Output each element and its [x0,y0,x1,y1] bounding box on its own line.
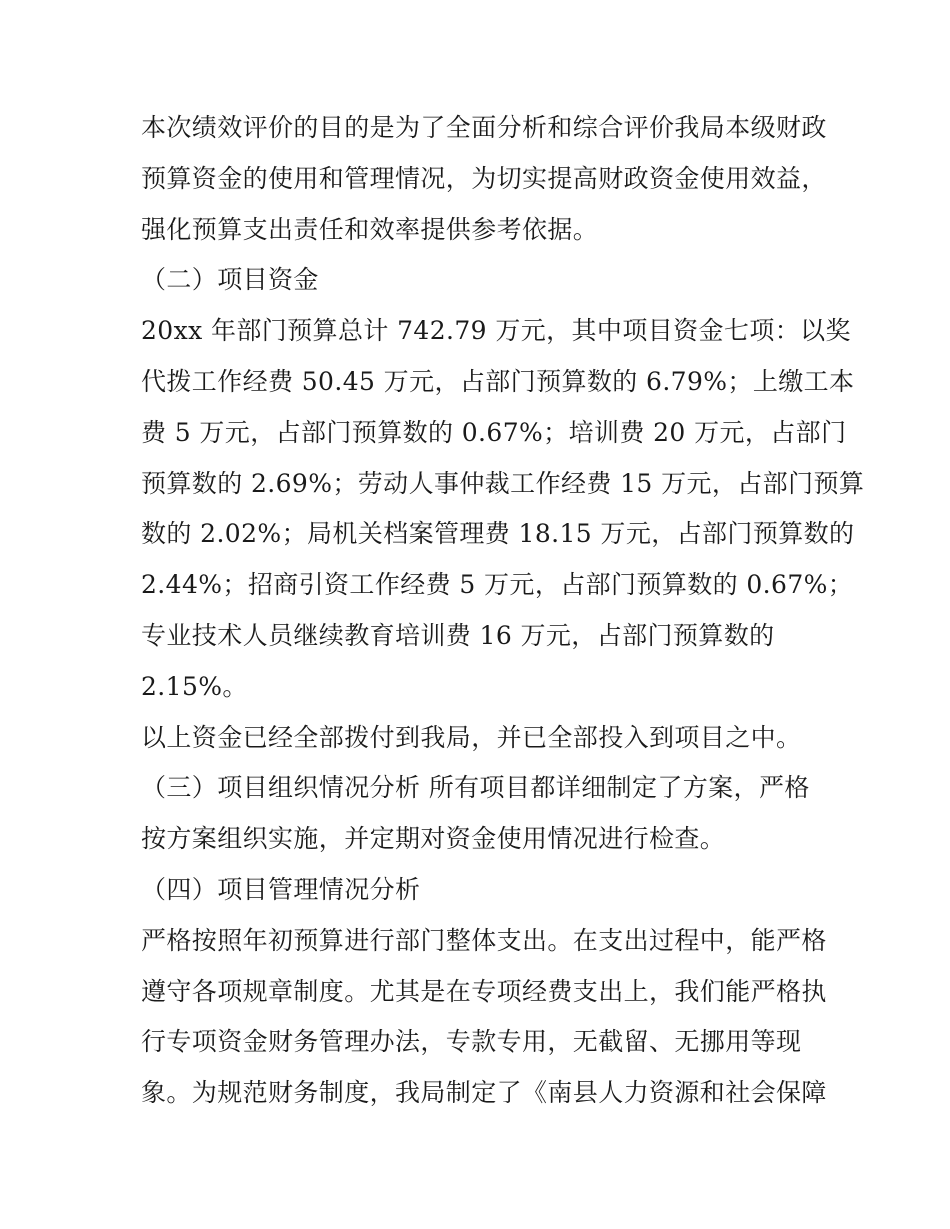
body-text [141,103,865,1119]
text-line: 强化预算支出责任和效率提供参考依据。 [141,214,599,244]
section-heading: （二）项目资金 [141,265,319,295]
text-line: 代拨工作经费 50.45 万元，占部门预算数的 6.79%；上缴工本 [141,366,855,396]
text-line: 2.15%。 [141,671,248,701]
text-line: 按方案组织实施，并定期对资金使用情况进行检查。 [141,824,726,854]
text-line: 数的 2.02%；局机关档案管理费 18.15 万元，占部门预算数的 [141,519,855,549]
text-line: 专业技术人员继续教育培训费 16 万元，占部门预算数的 [141,620,775,650]
text-line: 行专项资金财务管理办法，专款专用，无截留、无挪用等现 [141,1027,802,1057]
text-line: 预算资金的使用和管理情况，为切实提高财政资金使用效益， [141,163,827,193]
text-line: 严格按照年初预算进行部门整体支出。在支出过程中，能严格 [141,925,827,955]
section-heading: （三）项目组织情况分析 所有项目都详细制定了方案，严格 [141,773,810,803]
text-line: 象。为规范财务制度，我局制定了《南县人力资源和社会保障 [141,1078,827,1108]
text-line: 2.44%；招商引资工作经费 5 万元，占部门预算数的 0.67%； [141,570,854,600]
text-line: 费 5 万元，占部门预算数的 0.67%；培训费 20 万元，占部门 [141,417,847,447]
text-line: 以上资金已经全部拨付到我局，并已全部投入到项目之中。 [141,722,802,752]
text-line: 本次绩效评价的目的是为了全面分析和综合评价我局本级财政 [141,113,827,142]
text-line: 遵守各项规章制度。尤其是在专项经费支出上，我们能严格执 [141,976,827,1006]
section-heading: （四）项目管理情况分析 [141,874,421,904]
text-line: 20xx 年部门预算总计 742.79 万元，其中项目资金七项：以奖 [141,316,851,346]
text-line: 预算数的 2.69%；劳动人事仲裁工作经费 15 万元，占部门预算 [141,468,865,498]
